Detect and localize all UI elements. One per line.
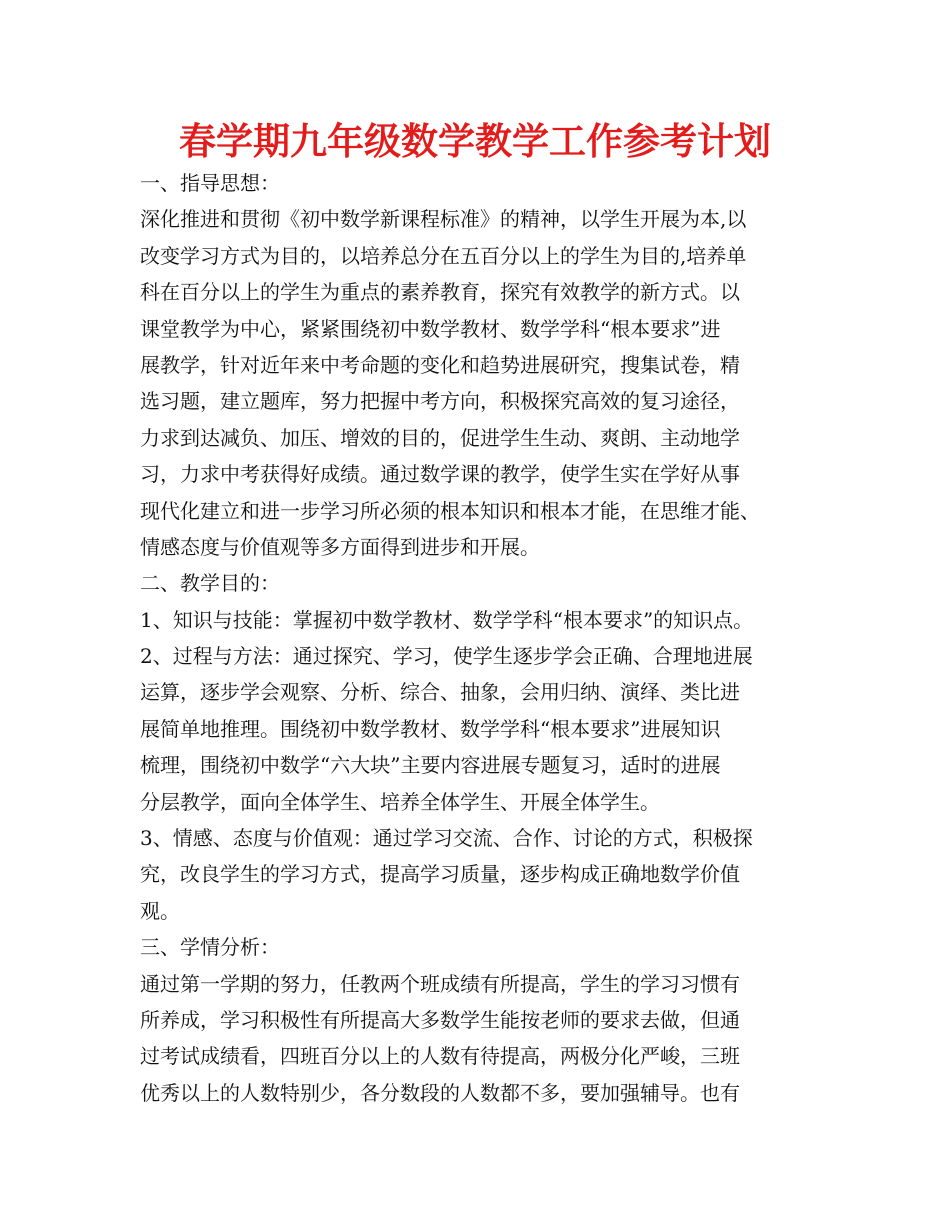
text-line: 课堂教学为中心，紧紧围绕初中数学教材、数学学科“根本要求”进 bbox=[140, 316, 721, 341]
text-line: 梳理，围绕初中数学“六大块”主要内容进展专题复习，适时的进展 bbox=[140, 753, 721, 778]
document-title: 春学期九年级数学教学工作参考计划 bbox=[179, 120, 771, 163]
text-line: 改变学习方式为目的，以培养总分在五百分以上的学生为目的,培养单 bbox=[140, 243, 747, 268]
text-line: 2、过程与方法：通过探究、学习，使学生逐步学会正确、合理地进展 bbox=[140, 644, 753, 669]
text-line: 运算，逐步学会观察、分析、综合、抽象，会用归纳、演绎、类比进 bbox=[140, 680, 740, 705]
text-line: 所养成，学习积极性有所提高大多数学生能按老师的要求去做，但通 bbox=[140, 1007, 740, 1032]
text-line: 力求到达减负、加压、增效的目的，促进学生生动、爽朗、主动地学 bbox=[140, 425, 740, 450]
text-line: 现代化建立和进一步学习所必须的根本知识和根本才能，在思维才能、 bbox=[140, 498, 760, 523]
text-line: 过考试成绩看，四班百分以上的人数有待提高，两极分化严峻，三班 bbox=[140, 1044, 740, 1069]
document-body bbox=[140, 165, 840, 1111]
text-line: 深化推进和贯彻《初中数学新课程标准》的精神，以学生开展为本,以 bbox=[140, 207, 747, 232]
text-line: 情感态度与价值观等多方面得到进步和开展。 bbox=[140, 534, 540, 559]
text-line: 展简单地推理。围绕初中数学教材、数学学科“根本要求”进展知识 bbox=[140, 716, 721, 741]
text-line: 通过第一学期的努力，任教两个班成绩有所提高，学生的学习习惯有 bbox=[140, 971, 740, 996]
text-line: 二、教学目的： bbox=[140, 571, 280, 596]
text-line: 科在百分以上的学生为重点的素养教育，探究有效教学的新方式。以 bbox=[140, 280, 740, 305]
text-line: 习，力求中考获得好成绩。通过数学课的教学，使学生实在学好从事 bbox=[140, 462, 740, 487]
text-line: 三、学情分析： bbox=[140, 935, 280, 960]
text-line: 选习题，建立题库，努力把握中考方向，积极探究高效的复习途径， bbox=[140, 389, 740, 414]
text-line: 3、情感、态度与价值观：通过学习交流、合作、讨论的方式，积极探 bbox=[140, 826, 753, 851]
text-line: 一、指导思想： bbox=[140, 171, 280, 195]
text-line: 究，改良学生的学习方式，提高学习质量，逐步构成正确地数学价值 bbox=[140, 862, 740, 887]
text-line: 1、知识与技能：掌握初中数学教材、数学学科“根本要求”的知识点。 bbox=[140, 607, 754, 632]
text-line: 优秀以上的人数特别少，各分数段的人数都不多，要加强辅导。也有 bbox=[140, 1080, 740, 1105]
text-line: 展教学，针对近年来中考命题的变化和趋势进展研究，搜集试卷，精 bbox=[140, 352, 740, 377]
text-line: 观。 bbox=[140, 898, 180, 923]
text-line: 分层教学，面向全体学生、培养全体学生、开展全体学生。 bbox=[140, 789, 660, 814]
